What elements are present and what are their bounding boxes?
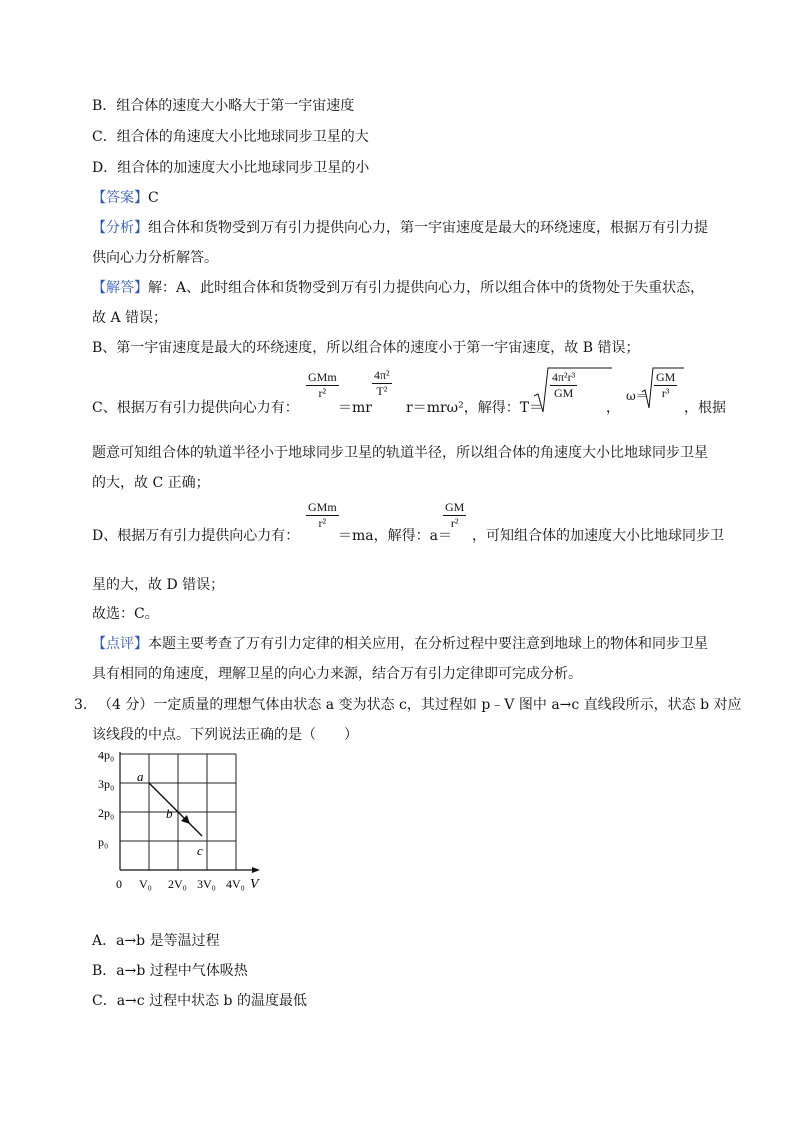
answer-line xyxy=(92,188,159,208)
y-tick-label: p₀ xyxy=(98,835,109,849)
fraction-denominator: r³ xyxy=(661,386,670,400)
solution-line-1 xyxy=(92,278,704,298)
q3-option-a: A．a→b 是等温过程 xyxy=(92,933,220,949)
question-3-line-1: （4 分）一定质量的理想气体由状态 a 变为状态 c，其过程如 p﹣V 图中 a→c 直线段所示，状态 b 对应 xyxy=(98,697,742,713)
point-label-c: c xyxy=(197,843,203,858)
comment-line-1 xyxy=(92,634,708,654)
solution-d-suffix: ，可知组合体的加速度大小比地球同步卫 xyxy=(472,528,724,544)
comment-tag: 【点评】 xyxy=(92,636,148,652)
question-3-line-2: 该线段的中点。下列说法正确的是（ ） xyxy=(92,727,358,743)
x-tick-label: 0 xyxy=(116,877,122,891)
fraction-4pi2-t2 xyxy=(372,368,392,399)
fraction-numerator: 4π²r³ xyxy=(552,370,576,384)
question-3-number: 3． xyxy=(74,697,97,713)
solution-c-mid1: ＝mr xyxy=(338,400,372,416)
fraction-denominator: T² xyxy=(376,384,388,398)
solution-c-line-3: 的大，故 C 正确； xyxy=(92,475,210,491)
solution-d-prefix: D、根据万有引力提供向心力有： xyxy=(92,528,300,544)
analysis-tag: 【分析】 xyxy=(92,220,148,236)
fraction-numerator: GMm xyxy=(308,500,337,514)
fraction-denominator: r² xyxy=(318,516,327,530)
solution-tag: 【解答】 xyxy=(92,280,148,296)
analysis-text-1: 组合体和货物受到万有引力提供向心力，第一宇宙速度是最大的环绕速度，根据万有引力提 xyxy=(148,220,708,236)
point-label-b: b xyxy=(166,806,173,821)
answer-tag: 【答案】 xyxy=(92,190,148,206)
answer-value: C xyxy=(148,190,159,206)
q3-option-c: C．a→c 过程中状态 b 的温度最低 xyxy=(92,993,307,1009)
solution-d-mid: ＝ma，解得：a＝ xyxy=(338,528,452,544)
x-tick-label: V₀ xyxy=(139,877,152,891)
solution-text-1: 解：A、此时组合体和货物受到万有引力提供向心力，所以组合体中的货物处于失重状态， xyxy=(148,280,705,296)
point-label-a: a xyxy=(137,769,144,784)
fraction-gm-r2 xyxy=(443,500,466,531)
y-tick-label: 3p₀ xyxy=(98,777,115,791)
analysis-line-2: 供向心力分析解答。 xyxy=(92,250,218,266)
comment-text-1: 本题主要考查了万有引力定律的相关应用，在分析过程中要注意到地球上的物体和同步卫星 xyxy=(148,636,708,652)
x-axis-label: V xyxy=(250,877,259,892)
analysis-line-1 xyxy=(92,218,708,238)
solution-c-omega: ω＝ xyxy=(626,389,648,403)
fraction-numerator: 4π² xyxy=(374,368,390,382)
process-line-a-c xyxy=(149,783,202,836)
fraction-numerator: GMm xyxy=(308,370,337,384)
solution-c-prefix: C、根据万有引力提供向心力有： xyxy=(92,400,299,416)
option-c: C．组合体的角速度大小比地球同步卫星的大 xyxy=(92,129,369,145)
fraction-denominator: r² xyxy=(318,386,327,400)
solution-line-2: 故 A 错误； xyxy=(92,310,168,326)
fraction-denominator: GM xyxy=(553,386,574,400)
option-d: D．组合体的加速度大小比地球同步卫星的小 xyxy=(92,160,370,176)
fraction-numerator: GM xyxy=(445,500,465,514)
pv-chart-svg xyxy=(96,752,286,922)
fraction-gmm-r2 xyxy=(306,370,339,401)
x-tick-label: 2V₀ xyxy=(168,877,187,891)
option-b: B．组合体的速度大小略大于第一宇宙速度 xyxy=(92,98,355,114)
y-tick-label: 4p₀ xyxy=(98,752,115,762)
fraction-numerator: GM xyxy=(656,370,676,384)
solution-d-line-2: 星的大，故 D 错误； xyxy=(92,577,225,593)
solution-c-mid2: r＝mrω²，解得：T＝ xyxy=(406,400,544,416)
q3-option-b: B．a→b 过程中气体吸热 xyxy=(92,963,248,979)
y-tick-label: 2p₀ xyxy=(98,806,115,820)
x-axis-arrow-icon xyxy=(252,867,260,873)
x-tick-label: 4V₀ xyxy=(226,877,245,891)
fraction-denominator: r² xyxy=(450,516,459,530)
fraction-gmm-r2-d xyxy=(306,500,339,531)
choose-line: 故选：C。 xyxy=(92,606,159,622)
solution-line-3: B、第一宇宙速度是最大的环绕速度，所以组合体的速度小于第一宇宙速度，故 B 错误； xyxy=(92,340,640,356)
solution-c-line-2: 题意可知组合体的轨道半径小于地球同步卫星的轨道半径，所以组合体的角速度大小比地球同步卫星 xyxy=(92,445,708,461)
x-tick-label: 3V₀ xyxy=(197,877,216,891)
solution-c-suffix: ，根据 xyxy=(684,400,726,416)
comment-line-2: 具有相同的角速度，理解卫星的向心力来源，结合万有引力定律即可完成分析。 xyxy=(92,666,582,682)
pv-chart xyxy=(96,752,286,922)
solution-c-comma: ， xyxy=(606,400,620,416)
